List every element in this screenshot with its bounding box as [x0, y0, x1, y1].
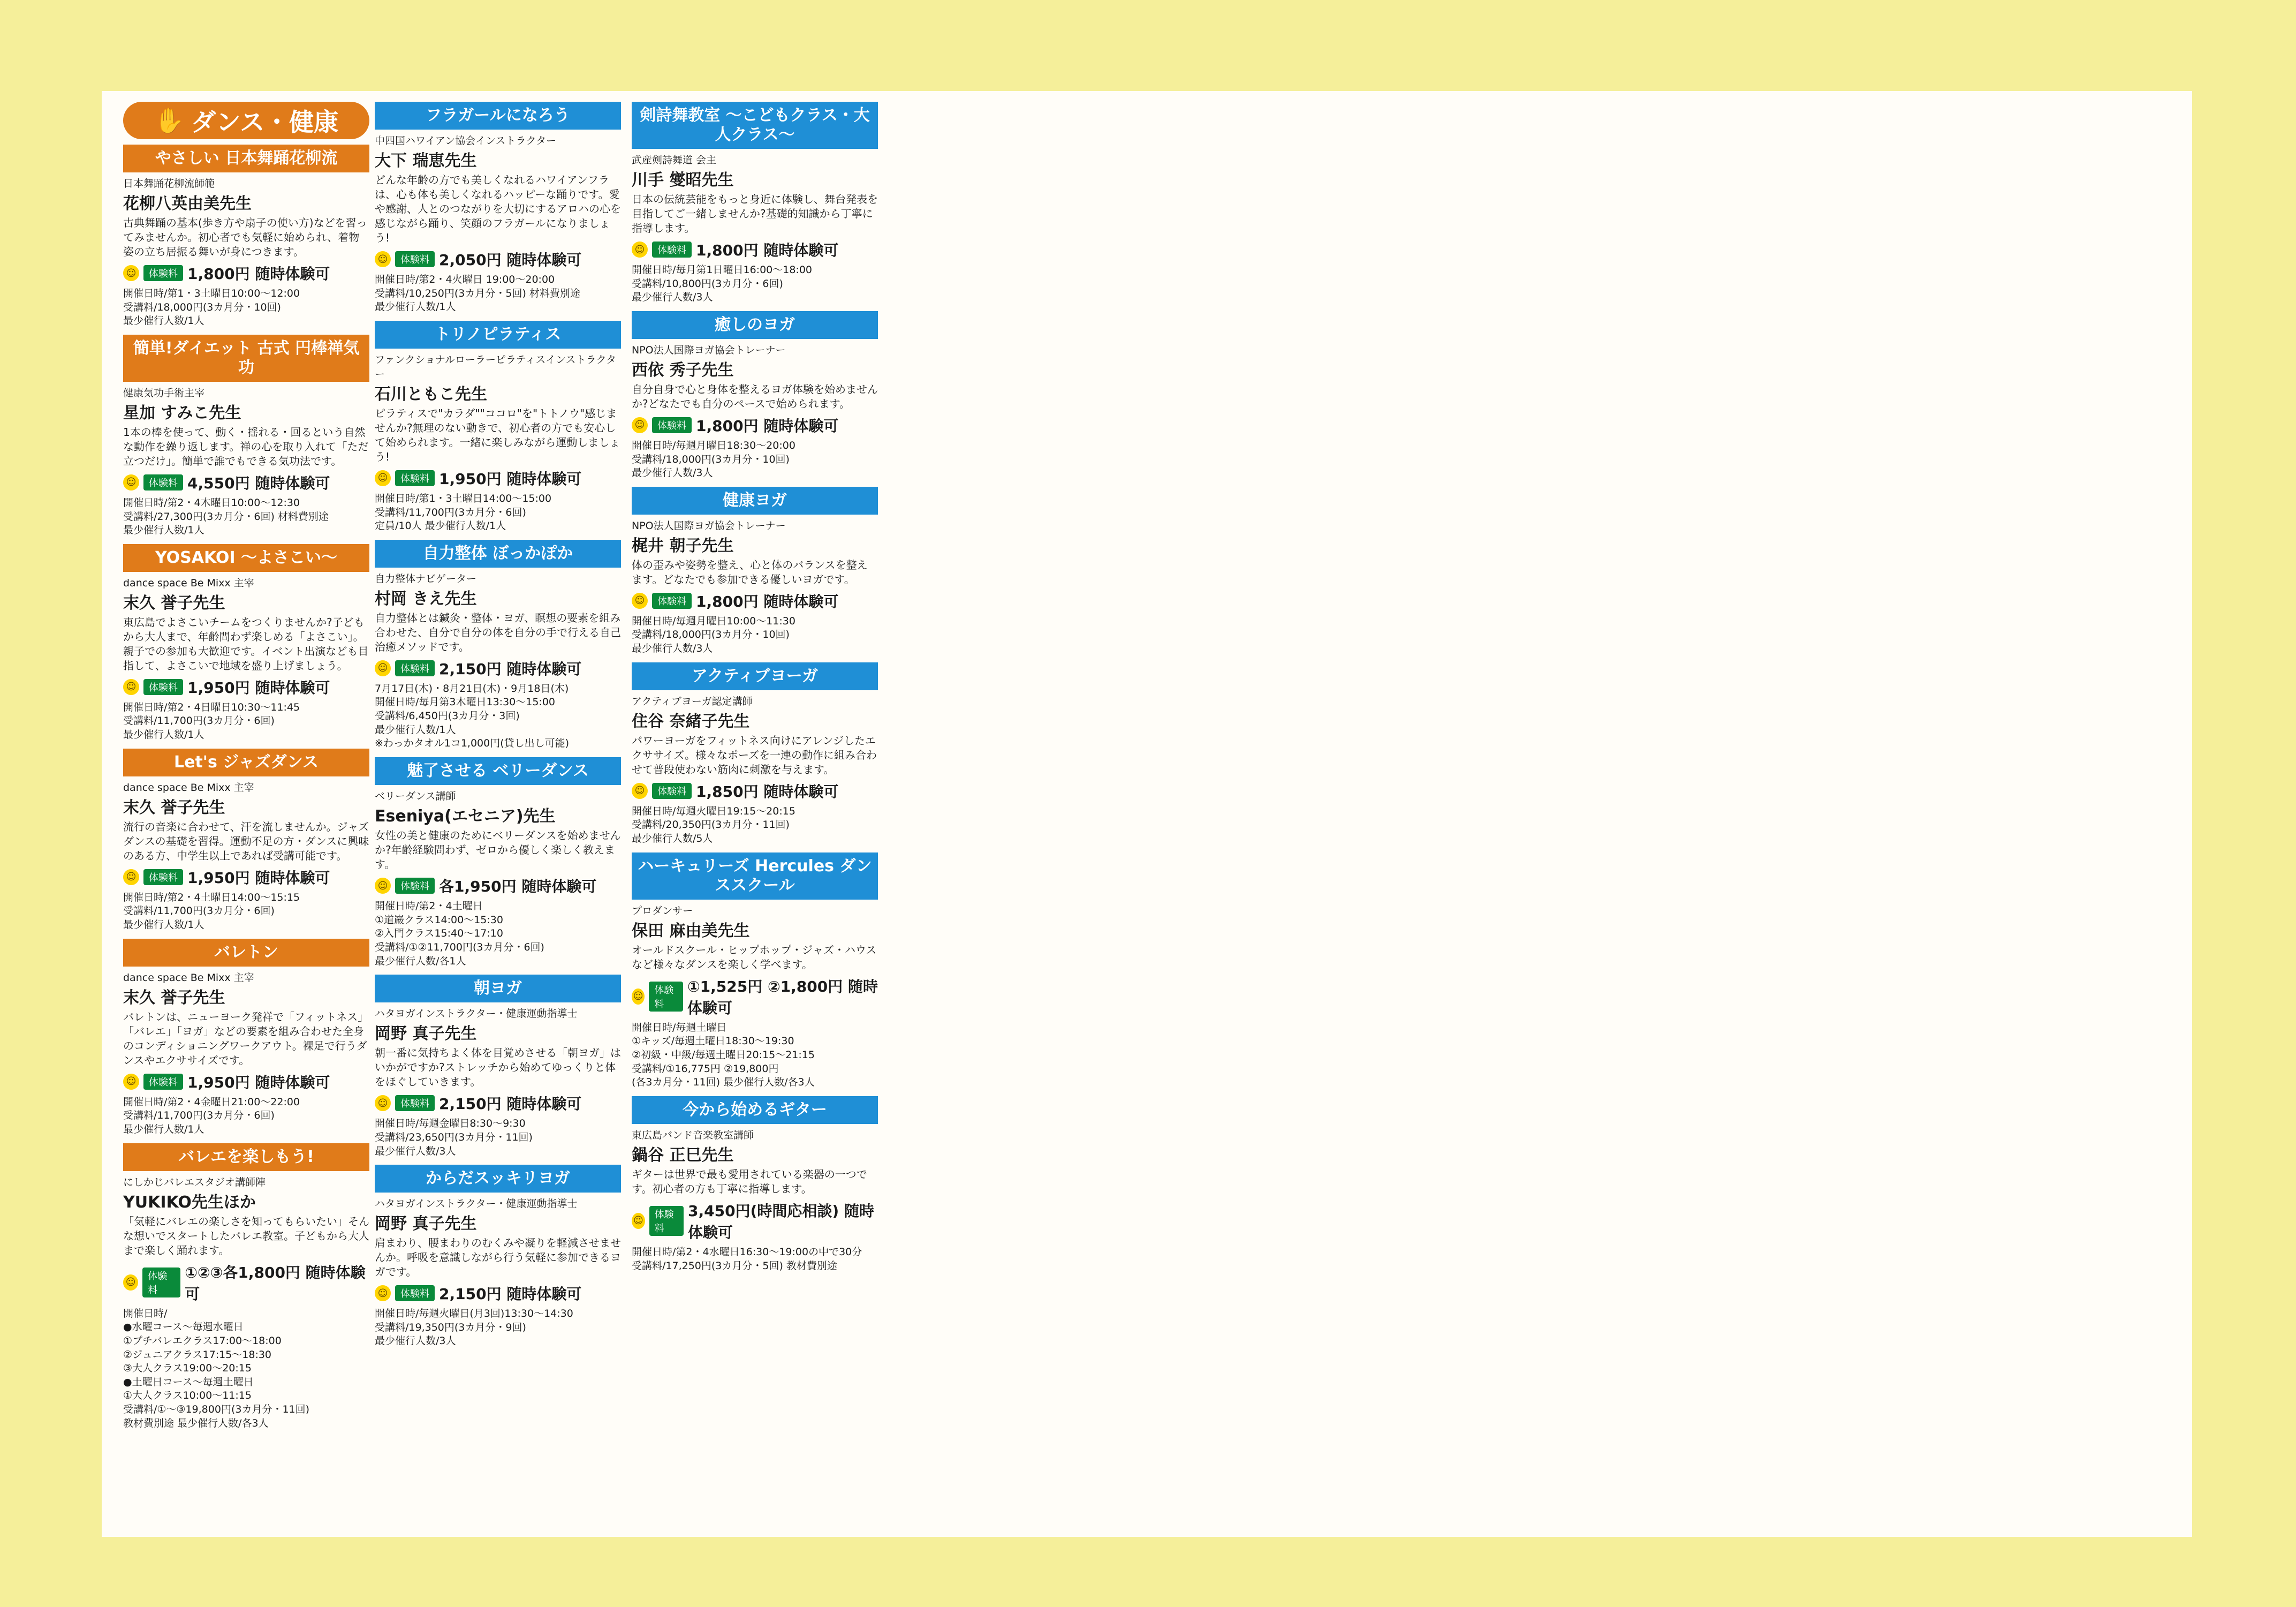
instructor-org: 日本舞踊花柳流師範: [123, 178, 215, 190]
price-value: 1,950円 随時体験可: [187, 869, 330, 887]
instructor-org: dance space Be Mixx 主宰: [123, 577, 254, 589]
course-card: [632, 1096, 878, 1273]
course-description: 流行の音楽に合わせて、汗を流しませんか。ジャズダンスの基礎を習得。運動不足の方・ダンスに興味のある方、中学生以上であれば受講可能です。: [123, 820, 369, 862]
course-card: [123, 939, 369, 1137]
course-details: 開催日時/毎週月曜日18:30〜20:00 受講料/18,000円(3カ月分・10回) 最少催行人数/3人: [632, 439, 795, 479]
smile-icon: ☺: [123, 265, 139, 281]
trial-price: [632, 1199, 878, 1242]
course-description: バレトンは、ニューヨーク発祥で「フィットネス」「バレエ」「ヨガ」などの要素を組み合わせた全身のコンディショニングワークアウト。裸足で行うダンスやエクササイズです。: [123, 1010, 369, 1067]
course-details: 開催日時/第2・4日曜日10:30〜11:45 受講料/11,700円(3カ月分・6回) 最少催行人数/1人: [123, 701, 300, 741]
hand-icon: ✋: [154, 105, 185, 135]
instructor-org: 健康気功手術主宰: [123, 387, 205, 399]
instructor-org: dance space Be Mixx 主宰: [123, 781, 254, 794]
instructor-name: YUKIKO先生ほか: [123, 1193, 256, 1212]
smile-icon: ☺: [632, 242, 648, 258]
trial-tag: 体験料: [395, 1285, 435, 1301]
price-value: 1,800円 随時体験可: [696, 417, 839, 435]
course-details: 開催日時/毎週金曜日8:30〜9:30 受講料/23,650円(3カ月分・11回) 最少催行人数/3人: [375, 1118, 533, 1157]
trial-price: [123, 1261, 369, 1304]
price-value: 1,800円 随時体験可: [696, 592, 839, 610]
course-title: 簡単!ダイエット 古式 円棒禅気功: [123, 335, 369, 382]
trial-tag: 体験料: [395, 1095, 435, 1111]
course-card: [375, 757, 621, 968]
instructor-name: 鍋谷 正巳先生: [632, 1145, 734, 1165]
smile-icon: ☺: [123, 869, 139, 885]
instructor-org: NPO法人国際ヨガ協会トレーナー: [632, 344, 786, 356]
course-description: 肩まわり、腰まわりのむくみや凝りを軽減させませんか。呼吸を意識しながら行う気軽に参加できるヨガです。: [375, 1236, 621, 1279]
trial-tag: 体験料: [652, 242, 692, 258]
course-title: 癒しのヨガ: [632, 311, 878, 339]
category-title: [123, 102, 369, 139]
trial-tag: 体験料: [395, 470, 435, 486]
course-title: YOSAKOI 〜よさこい〜: [123, 544, 369, 572]
course-details: 開催日時/第2・4金曜日21:00〜22:00 受講料/11,700円(3カ月分・6回) 最少催行人数/1人: [123, 1096, 300, 1135]
course-card: [632, 487, 878, 656]
price-value: 3,450円(時間応相談) 随時体験可: [688, 1202, 874, 1241]
course-details: 7月17日(木)・8月21日(木)・9月18日(木) 開催日時/毎月第3木曜日13:30〜15:00 受講料/6,450円(3カ月分・3回) 最少催行人数/1人 ※わっかタオル1コ1,000円(貸し出し可能): [375, 682, 570, 750]
course-description: 1本の棒を使って、動く・揺れる・回るという自然な動作を繰り返します。禅の心を取り入れて「ただ立つだけ」。簡単で誰でもできる気功法です。: [123, 425, 369, 467]
course-title: 今から始めるギター: [632, 1096, 878, 1124]
course-description: どんな年齢の方でも美しくなれるハワイアンフラは、心も体も美しくなれるハッピーな踊りです。愛や感謝、人とのつながりを大切にするアロハの心を感じながら踊り、笑顔のフラガールになりましょう!: [375, 173, 621, 244]
instructor-name: 川手 燮昭先生: [632, 171, 734, 190]
trial-tag: 体験料: [652, 417, 692, 433]
instructor-name: 岡野 真子先生: [375, 1024, 477, 1044]
trial-tag: 体験料: [395, 878, 435, 894]
smile-icon: ☺: [123, 1274, 138, 1291]
trial-tag: 体験料: [142, 1268, 180, 1297]
smile-icon: ☺: [375, 878, 391, 894]
course-description: 古典舞踊の基本(歩き方や扇子の使い方)などを習ってみませんか。初心者でも気軽に始められ、着物姿の立ち居振る舞いが身につきます。: [123, 216, 367, 258]
course-card: [375, 102, 621, 314]
course-description: 自分自身で心と身体を整えるヨガ体験を始めませんか?どなたでも自分のペースで始められます。: [632, 382, 878, 410]
course-details: 開催日時/毎週月曜日10:00〜11:30 受講料/18,000円(3カ月分・10回) 最少催行人数/3人: [632, 615, 795, 655]
instructor-name: 大下 瑞恵先生: [375, 152, 477, 170]
trial-tag: 体験料: [649, 1206, 684, 1236]
course-title: やさしい 日本舞踊花柳流: [123, 145, 369, 172]
price-value: 1,950円 随時体験可: [187, 1073, 330, 1091]
course-title: 健康ヨガ: [632, 487, 878, 515]
trial-tag: 体験料: [652, 783, 692, 799]
instructor-org: アクティブヨーガ認定講師: [632, 695, 753, 707]
smile-icon: ☺: [123, 679, 139, 695]
course-description: ピラティスで"カラダ""ココロ"を"トトノウ"感じませんか?無理のない動きで、初心者の方でも安心して始められます。一緒に楽しみながら運動しましょう!: [375, 406, 620, 463]
smile-icon: ☺: [632, 417, 648, 433]
trial-price: [632, 590, 878, 612]
instructor-name: 末久 誉子先生: [123, 798, 225, 817]
course-card: [375, 975, 621, 1158]
course-title: ハーキュリーズ Hercules ダンススクール: [632, 852, 878, 900]
trial-price: [375, 1092, 621, 1114]
course-card: [123, 1143, 369, 1431]
instructor-name: Eseniya(エセニア)先生: [375, 807, 556, 826]
trial-price: [632, 780, 878, 802]
trial-tag: 体験料: [143, 265, 183, 281]
trial-price: [123, 866, 369, 888]
trial-price: [632, 975, 878, 1018]
instructor-org: 自力整体ナビゲーター: [375, 572, 477, 585]
course-card: [632, 311, 878, 480]
course-details: 開催日時/第1・3土曜日14:00〜15:00 受講料/11,700円(3カ月分・6回) 定員/10人 最少催行人数/1人: [375, 492, 552, 532]
course-description: 体の歪みや姿勢を整え、心と体のバランスを整えます。どなたでも参加できる優しいヨガです。: [632, 558, 868, 586]
course-details: 開催日時/毎週火曜日(月3回)13:30〜14:30 受講料/19,350円(3カ月分・9回) 最少催行人数/3人: [375, 1308, 573, 1347]
course-description: 自力整体とは鍼灸・整体・ヨガ、瞑想の要素を組み合わせた、自分で自分の体を自分の手で行える自己治癒メソッドです。: [375, 611, 621, 653]
trial-price: [375, 658, 621, 679]
trial-tag: 体験料: [395, 660, 435, 676]
price-value: 2,150円 随時体験可: [439, 1285, 582, 1303]
instructor-name: 石川ともこ先生: [375, 384, 487, 404]
course-details: 開催日時/第2・4木曜日10:00〜12:30 受講料/27,300円(3カ月分・6回) 材料費別途 最少催行人数/1人: [123, 496, 329, 537]
course-card: [123, 749, 369, 932]
trial-price: [375, 467, 621, 489]
course-description: ギターは世界で最も愛用されている楽器の一つです。初心者の方も丁寧に指導します。: [632, 1167, 867, 1195]
category-label: ダンス・健康: [191, 108, 339, 137]
price-value: 2,150円 随時体験可: [439, 660, 582, 678]
course-details: 開催日時/第1・3土曜日10:00〜12:00 受講料/18,000円(3カ月分・10回) 最少催行人数/1人: [123, 288, 300, 327]
instructor-org: ファンクショナルローラーピラティスインストラクター: [375, 353, 617, 380]
instructor-org: dance space Be Mixx 主宰: [123, 971, 254, 984]
price-value: 1,950円 随時体験可: [187, 678, 330, 697]
price-value: 1,800円 随時体験可: [187, 265, 330, 283]
instructor-org: ベリーダンス講師: [375, 790, 456, 803]
price-value: 2,050円 随時体験可: [439, 251, 582, 269]
price-value: ①②③各1,800円 随時体験可: [185, 1263, 366, 1303]
trial-price: [123, 1071, 369, 1092]
price-value: 2,150円 随時体験可: [439, 1095, 582, 1113]
trial-price: [123, 472, 369, 493]
instructor-name: 花柳八英由美先生: [123, 194, 252, 213]
smile-icon: ☺: [375, 1095, 391, 1111]
course-title: 魅了させる ベリーダンス: [375, 757, 621, 785]
instructor-name: 住谷 奈緒子先生: [632, 712, 750, 731]
instructor-name: 末久 誉子先生: [123, 593, 225, 613]
course-card: [123, 145, 369, 328]
instructor-org: NPO法人国際ヨガ協会トレーナー: [632, 519, 786, 532]
course-title: からだスッキリヨガ: [375, 1165, 621, 1193]
instructor-org: プロダンサー: [632, 904, 693, 917]
instructor-name: 保田 麻由美先生: [632, 921, 750, 940]
trial-tag: 体験料: [652, 593, 692, 609]
course-details: 開催日時/第2・4火曜日 19:00〜20:00 受講料/10,250円(3カ月分・5回) 材料費別途 最少催行人数/1人: [375, 274, 580, 313]
trial-price: [632, 414, 878, 436]
trial-price: [375, 875, 621, 896]
course-description: 女性の美と健康のためにベリーダンスを始めませんか?年齢経験問わず、ゼロから優しく楽しく教えます。: [375, 829, 621, 871]
price-value: 各1,950円 随時体験可: [439, 878, 597, 896]
course-card: [123, 544, 369, 742]
instructor-name: 西依 秀子先生: [632, 360, 734, 380]
course-card: [375, 1165, 621, 1348]
course-details: 開催日時/毎週土曜日 ①キッズ/毎週土曜日18:30〜19:30 ②初級・中級/毎週土曜日20:15〜21:15 受講料/①16,775円 ②19,800円 (各3カ月分・11回) 最少催行人数/各3人: [632, 1021, 815, 1089]
price-value: 1,850円 随時体験可: [696, 782, 839, 801]
course-title: トリノピラティス: [375, 321, 621, 349]
course-card: [375, 321, 621, 533]
trial-tag: 体験料: [143, 679, 183, 695]
course-column: [632, 102, 878, 1279]
instructor-org: にしかじバレエスタジオ講師陣: [123, 1176, 266, 1188]
trial-tag: 体験料: [143, 1074, 183, 1090]
trial-price: [123, 262, 369, 284]
trial-tag: 体験料: [395, 251, 435, 267]
course-description: オールドスクール・ヒップホップ・ジャズ・ハウスなど様々なダンスを楽しく学べます。: [632, 943, 877, 971]
price-value: ①1,525円 ②1,800円 随時体験可: [687, 977, 878, 1017]
course-card: [632, 662, 878, 846]
trial-price: [123, 676, 369, 698]
course-details: 開催日時/第2・4水曜日16:30〜19:00の中で30分 受講料/17,250円(3カ月分・5回) 教材費別途: [632, 1246, 862, 1272]
course-card: [632, 852, 878, 1090]
course-details: 開催日時/ ●水曜コース〜毎週水曜日 ①プチバレエクラス17:00〜18:00 ②ジュニアクラス17:15〜18:30 ③大人クラス19:00〜20:15 ●土曜日コース〜毎週土曜日 ①大人クラス10:00〜11:15 受講料/①〜③19,800円(3カ月分・11回) 教材費別途 最少催行人数/各3人: [123, 1307, 310, 1429]
smile-icon: ☺: [123, 474, 139, 491]
smile-icon: ☺: [123, 1074, 139, 1090]
course-title: バレトン: [123, 939, 369, 967]
smile-icon: ☺: [375, 1285, 391, 1301]
smile-icon: ☺: [632, 1213, 645, 1229]
smile-icon: ☺: [632, 989, 645, 1005]
course-details: 開催日時/第2・4土曜日 ①道巌クラス14:00〜15:30 ②入門クラス15:40〜17:10 受講料/①②11,700円(3カ月分・6回) 最少催行人数/各1人: [375, 900, 544, 967]
course-details: 開催日時/毎週火曜日19:15〜20:15 受講料/20,350円(3カ月分・11回) 最少催行人数/5人: [632, 805, 795, 845]
trial-price: [375, 248, 621, 270]
trial-price: [632, 239, 878, 260]
course-description: 朝一番に気持ちよく体を目覚めさせる「朝ヨガ」はいかがですか?ストレッチから始めてゆっくりと体をほぐしていきます。: [375, 1046, 621, 1089]
smile-icon: ☺: [632, 783, 648, 799]
course-title: バレエを楽しもう!: [123, 1143, 369, 1171]
course-card: [123, 335, 369, 538]
course-title: 剣詩舞教室 〜こどもクラス・大人クラス〜: [632, 102, 878, 149]
course-title: アクティブヨーガ: [632, 662, 878, 690]
course-title: 自力整体 ぼっかぽか: [375, 540, 621, 568]
instructor-name: 末久 誉子先生: [123, 988, 225, 1007]
course-column: [123, 102, 369, 1437]
trial-price: [375, 1282, 621, 1304]
course-title: 朝ヨガ: [375, 975, 621, 1002]
instructor-name: 梶井 朝子先生: [632, 536, 734, 555]
course-card: [375, 540, 621, 751]
course-details: 開催日時/毎月第1日曜日16:00〜18:00 受講料/10,800円(3カ月分・6回) 最少催行人数/3人: [632, 264, 813, 304]
trial-tag: 体験料: [649, 982, 683, 1012]
price-value: 4,550円 随時体験可: [187, 474, 330, 492]
instructor-org: ハタヨガインストラクター・健康運動指導士: [375, 1008, 578, 1020]
smile-icon: ☺: [375, 470, 391, 486]
price-value: 1,800円 随時体験可: [696, 242, 839, 259]
course-details: 開催日時/第2・4土曜日14:00〜15:15 受講料/11,700円(3カ月分・6回) 最少催行人数/1人: [123, 891, 300, 931]
smile-icon: ☺: [632, 593, 648, 609]
instructor-name: 村岡 きえ先生: [375, 589, 477, 608]
instructor-org: ハタヨガインストラクター・健康運動指導士: [375, 1198, 578, 1210]
instructor-org: 中四国ハワイアン協会インストラクター: [375, 135, 557, 147]
trial-tag: 体験料: [143, 474, 183, 491]
course-description: 日本の伝統芸能をもっと身近に体験し、舞台発表を目指してご一緒しませんか?基礎的知識から丁寧に指導します。: [632, 193, 878, 235]
smile-icon: ☺: [375, 660, 391, 676]
course-description: パワーヨーガをフィットネス向けにアレンジしたエクササイズ。様々なポーズを一連の動作に組み合わせて普段使わない筋肉に刺激を与えます。: [632, 734, 877, 776]
trial-tag: 体験料: [143, 869, 183, 885]
course-card: [632, 102, 878, 305]
smile-icon: ☺: [375, 251, 391, 267]
course-description: 「気軽にバレエの楽しさを知ってもらいたい」そんな想いでスタートしたバレエ教室。子どもから大人まで楽しく踊れます。: [123, 1214, 369, 1257]
instructor-name: 星加 すみこ先生: [123, 403, 241, 423]
instructor-org: 武産剣詩舞道 会主: [632, 154, 717, 166]
course-column: [375, 102, 621, 1355]
instructor-org: 東広島バンド音楽教室講師: [632, 1129, 754, 1141]
course-description: 東広島でよさこいチームをつくりませんか?子どもから大人まで、年齢問わず楽しめる「よさこい」。親子での参加も大歓迎です。イベント出演なども目指して、よさこいで地域を盛り上げましょう。: [123, 615, 369, 672]
price-value: 1,950円 随時体験可: [439, 470, 582, 488]
instructor-name: 岡野 真子先生: [375, 1214, 477, 1234]
course-title: Let's ジャズダンス: [123, 749, 369, 776]
course-title: フラガールになろう: [375, 102, 621, 130]
